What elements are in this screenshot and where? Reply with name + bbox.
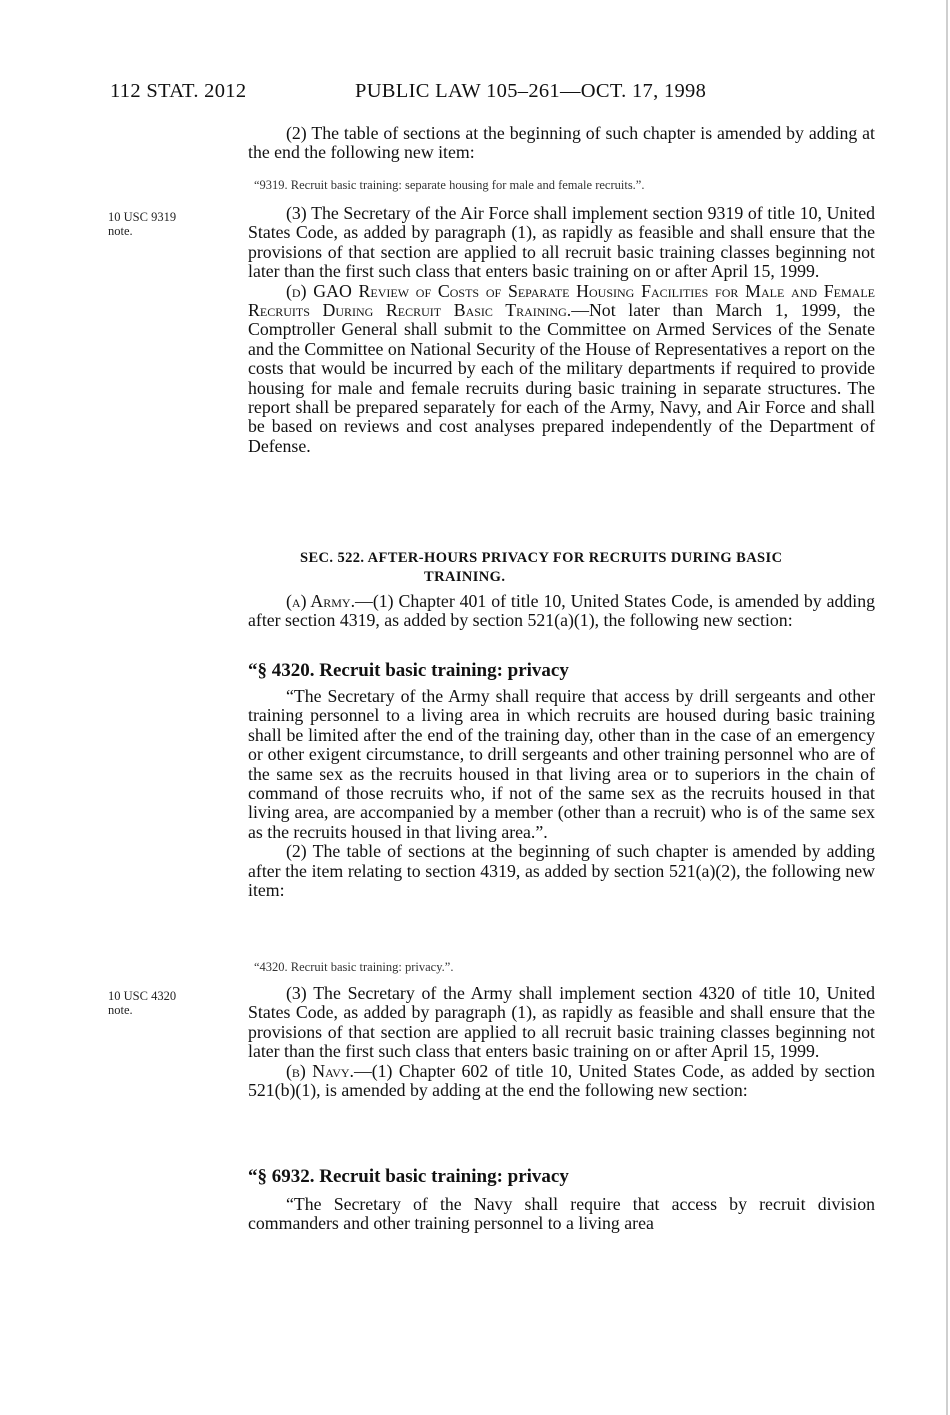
scan-edge [946, 0, 948, 1415]
table-item-4320-block [248, 958, 875, 977]
body-block-4 [248, 687, 875, 900]
paragraph-army-implement: (3) The Secretary of the Army shall implement section 4320 of title 10, United States Code, as added by paragraph (1), as rapidly as feasible and shall ensure that the provisions of that section are applied to all recruit basic training classes beginning not later than the first such class that enters basic training on or after April 15, 1999. [248, 983, 875, 1062]
table-item-9319: “9319. Recruit basic training: separate housing for male and female recruits.”. [254, 178, 645, 192]
paragraph-table-amendment: (2) The table of sections at the beginning of such chapter is amended by adding at the end the following new item: [248, 123, 875, 163]
body-block-2 [248, 204, 875, 456]
header-public-law: PUBLIC LAW 105–261—OCT. 17, 1998 [355, 80, 707, 102]
section-4320-title: “§ 4320. Recruit basic training: privacy [248, 660, 569, 681]
body-block-3 [248, 592, 875, 631]
header-statute-page: 112 STAT. 2012 [110, 80, 247, 102]
paragraph-b-navy: (b) Navy.—(1) Chapter 602 of title 10, United States Code, as added by section 521(b)(1), is amended by adding at the end the following new section: [248, 1060, 875, 1101]
section-6932-title: “§ 6932. Recruit basic training: privacy [248, 1166, 569, 1187]
body-block-6 [248, 1195, 875, 1234]
text-d-gao: —Not later than March 1, 1999, the Comptroller General shall submit to the Committee on Armed Services of the Senate and the Committee on National Security of the House of Representatives a report on the costs that would be incurred by each of the military departments if required to provide housing for male and female recruits during basic training in separate structures. The report shall be prepared separately for each of the Army, Navy, and Air Force and shall be based on reviews and cost analyses prepared independently of the Department of Defense. [248, 300, 875, 456]
paragraph-air-force-implement: (3) The Secretary of the Air Force shall implement section 9319 of title 10, United States Code, as added by paragraph (1), as rapidly as feasible and shall ensure that the provisions of that section are applied to all recruit basic training classes beginning not later than the first such class that enters basic training on or after April 15, 1999. [248, 203, 875, 282]
table-item-9319-block [248, 176, 875, 195]
section-522-heading-block [248, 549, 875, 587]
body-block-5 [248, 984, 875, 1100]
section-4320-text: “The Secretary of the Army shall require that access by drill sergeants and other training personnel to a living area in which recruits are housed during basic training shall be limited after the end of the training day, other than in the case of an emergency or other exigent circumstance, to drill sergeants and other training personnel who are of the same sex as the recruits housed in that living area or to superiors in the chain of command of those recruits who, if not of the same sex as the recruits housed in that living area, are accompanied by a member (other than a recruit) who is of the same sex as the recruits housed in that living area.”. [248, 686, 875, 842]
section-6932-title-block [248, 1167, 875, 1186]
section-6932-text: “The Secretary of the Navy shall require that access by recruit division commanders and other training personnel to a living area [248, 1194, 875, 1234]
heading-a-army: (a) Army. [286, 591, 356, 611]
section-4320-title-block [248, 661, 875, 680]
table-item-4320: “4320. Recruit basic training: privacy.”. [254, 960, 454, 974]
section-522-heading: SEC. 522. AFTER-HOURS PRIVACY FOR RECRUITS DURING BASIC TRAINING. [300, 550, 783, 585]
margin-note-9319: 10 USC 9319 note. [108, 210, 177, 238]
margin-note-4320: 10 USC 4320 note. [108, 989, 177, 1017]
paragraph-d-gao-review [248, 282, 875, 457]
paragraph-army-table: (2) The table of sections at the beginning of such chapter is amended by adding after the item relating to section 4319, as added by section 521(a)(2), the following new item: [248, 841, 875, 901]
heading-d-gao: (d) GAO Review of Costs of Separate Housing Facilities for Male and Female Recruits During Recruit Basic Training. [248, 280, 875, 321]
body-block-1 [248, 124, 875, 163]
paragraph-a-army: (a) Army.—(1) Chapter 401 of title 10, United States Code, is amended by adding after section 4319, as added by section 521(a)(1), the following new section: [248, 591, 875, 631]
heading-b-navy: (b) Navy. [286, 1060, 354, 1081]
